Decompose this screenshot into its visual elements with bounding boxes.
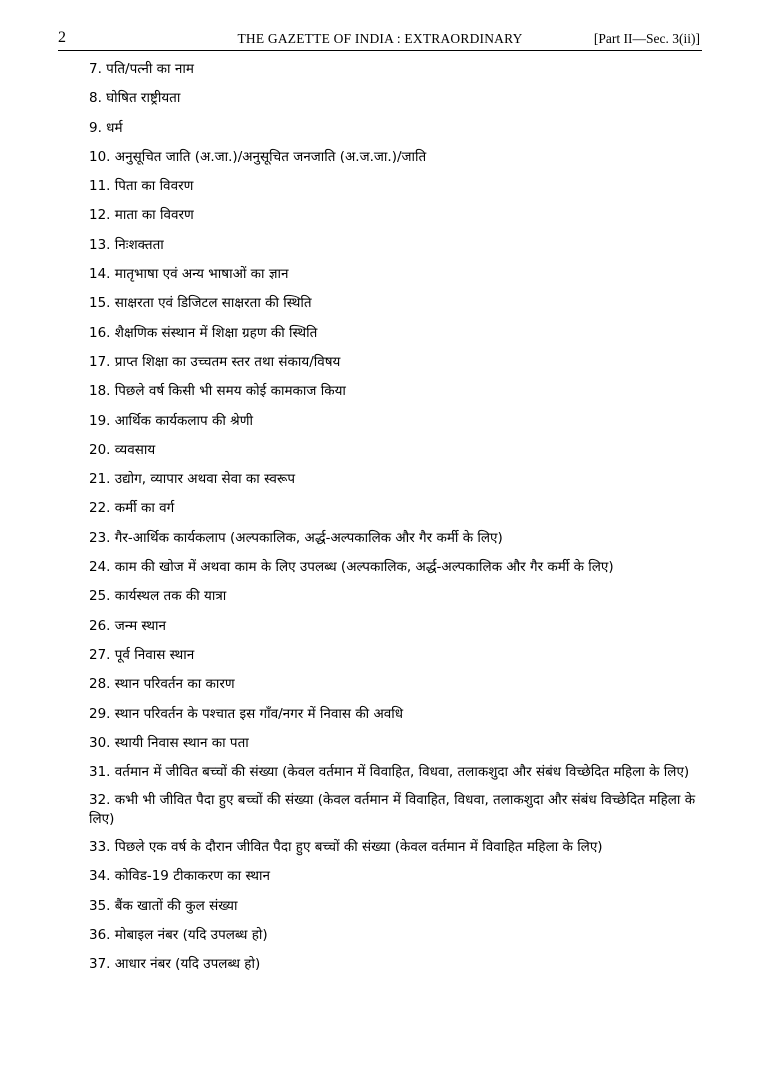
list-item: 16. शैक्षणिक संस्थान में शिक्षा ग्रहण की स्थिति bbox=[89, 324, 318, 341]
list-item: 20. व्यवसाय bbox=[89, 441, 156, 458]
list-item: 8. घोषित राष्ट्रीयता bbox=[89, 90, 181, 107]
list-item: 11. पिता का विवरण bbox=[89, 178, 194, 195]
list-item: 37. आधार नंबर (यदि उपलब्ध हो) bbox=[89, 956, 261, 973]
section-label: [Part II—Sec. 3(ii)] bbox=[593, 31, 700, 46]
list-item: 14. मातृभाषा एवं अन्य भाषाओं का ज्ञान bbox=[89, 266, 289, 283]
list-item: 19. आर्थिक कार्यकलाप की श्रेणी bbox=[89, 412, 253, 429]
item-list bbox=[89, 60, 709, 985]
list-item: 12. माता का विवरण bbox=[89, 207, 194, 224]
list-item: 7. पति/पत्नी का नाम bbox=[89, 61, 194, 77]
list-item: 13. निःशक्तता bbox=[89, 236, 164, 253]
list-item: 30. स्थायी निवास स्थान का पता bbox=[89, 734, 249, 751]
list-item: 10. अनुसूचित जाति (अ.जा.)/अनुसूचित जनजाति (अ.ज.जा.)/जाति bbox=[89, 148, 427, 165]
list-item: 24. काम की खोज में अथवा काम के लिए उपलब्ध (अल्पकालिक, अर्द्ध-अल्पकालिक और गैर कर्मी के लिए) bbox=[89, 559, 614, 576]
list-item: 27. पूर्व निवास स्थान bbox=[89, 646, 195, 663]
page-number: 2 bbox=[58, 29, 66, 46]
list-item: 18. पिछले वर्ष किसी भी समय कोई कामकाज किया bbox=[89, 383, 346, 400]
list-item: 9. धर्म bbox=[89, 119, 123, 136]
list-item: 31. वर्तमान में जीवित बच्चों की संख्या (केवल वर्तमान में विवाहित, विधवा, तलाकशुदा और संबंध विच्छेदित महिला के लिए) bbox=[89, 764, 690, 781]
list-item: 22. कर्मी का वर्ग bbox=[89, 500, 175, 517]
list-item: 23. गैर-आर्थिक कार्यकलाप (अल्पकालिक, अर्द्ध-अल्पकालिक और गैर कर्मी के लिए) bbox=[89, 529, 503, 546]
list-item: 35. बैंक खातों की कुल संख्या bbox=[89, 897, 238, 914]
list-item: 21. उद्योग, व्यापार अथवा सेवा का स्वरूप bbox=[89, 471, 295, 488]
list-item: 29. स्थान परिवर्तन के पश्चात इस गाँव/नगर में निवास की अवधि bbox=[89, 705, 404, 722]
list-item: 28. स्थान परिवर्तन का कारण bbox=[89, 676, 235, 693]
list-item: 33. पिछले एक वर्ष के दौरान जीवित पैदा हुए बच्चों की संख्या (केवल वर्तमान में विवाहित महिला के लिए) bbox=[89, 839, 603, 856]
list-item: 26. जन्म स्थान bbox=[89, 617, 167, 634]
list-item: 17. प्राप्त शिक्षा का उच्चतम स्तर तथा संकाय/विषय bbox=[89, 353, 341, 370]
list-item: 36. मोबाइल नंबर (यदि उपलब्ध हो) bbox=[89, 927, 268, 944]
list-item: 32. कभी भी जीवित पैदा हुए बच्चों की संख्या (केवल वर्तमान में विवाहित, विधवा, तलाकशुदा और संबंध विच्छेदित महिला के लिए) bbox=[89, 792, 696, 828]
gazette-title: THE GAZETTE OF INDIA : EXTRAORDINARY bbox=[237, 31, 523, 46]
list-item: 25. कार्यस्थल तक की यात्रा bbox=[89, 588, 227, 605]
list-item: 34. कोविड-19 टीकाकरण का स्थान bbox=[89, 868, 271, 885]
page-header bbox=[58, 28, 702, 51]
list-item: 15. साक्षरता एवं डिजिटल साक्षरता की स्थिति bbox=[89, 295, 312, 312]
